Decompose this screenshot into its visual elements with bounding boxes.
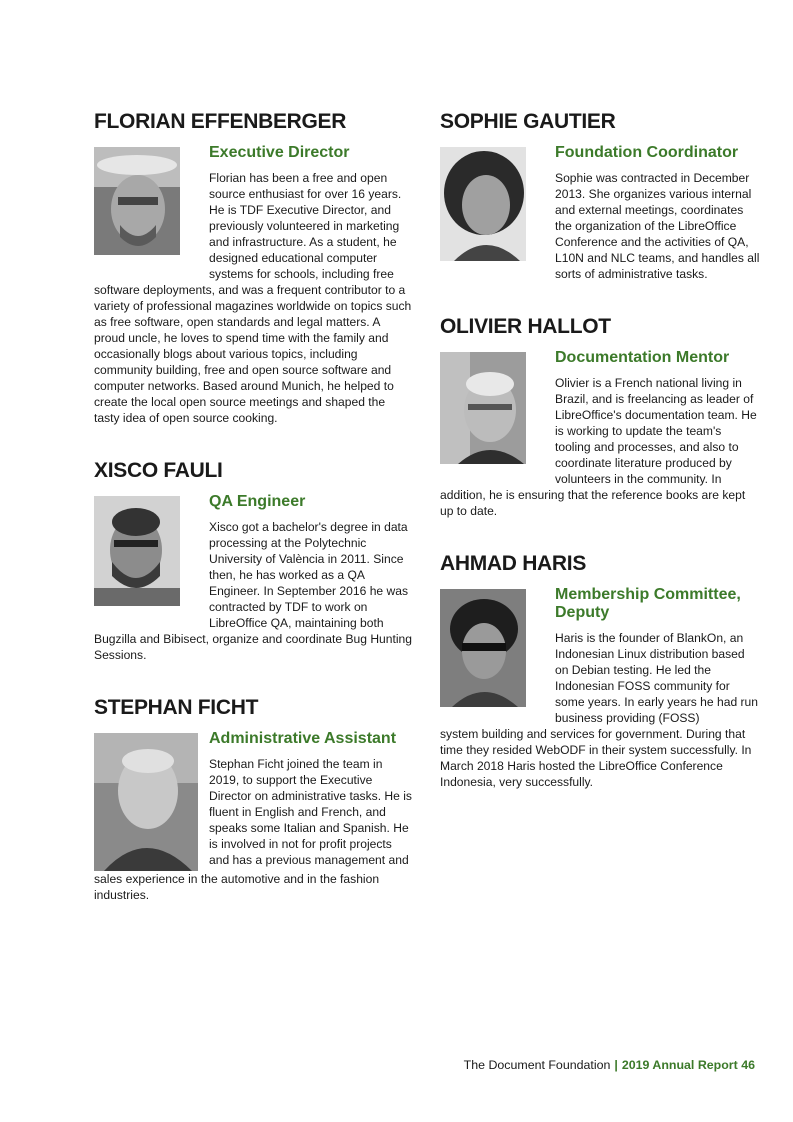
person-sophie [440, 110, 760, 282]
bio-text-wrapped: Haris is the founder of BlankOn, an Indonesian Linux distribution based on Debian testing. He led the Indonesian FOSS community for some years. In early years he had run business providing (FOSS) [555, 631, 759, 725]
role-title: Executive Director [209, 144, 350, 161]
person-name: OLIVIER HALLOT [440, 315, 611, 338]
page-number: 46 [741, 1058, 755, 1072]
portrait-photo-florian [94, 147, 180, 255]
bio-text-wrapped: Stephan Ficht joined the team in 2019, to support the Executive Director on administrative tasks. He is fluent in English and French, and speaks some Italian and Spanish. He is involved in not for profit projects and has a previous management and [209, 757, 412, 867]
portrait-photo-xisco [94, 496, 180, 606]
footer-org: The Document Foundation [463, 1058, 611, 1072]
bio-text-full: addition, he is ensuring that the reference books are kept up to date. [440, 488, 746, 518]
bio-text-full: software deployments, and was a frequent contributor to a variety of professional magazines worldwide on topics such as free software, open standards and legal matters. A proud uncle, he loves to spend time with the family and occasionally blogs about various topics, including community building, free and open source software and computer networks. Based around Munich, he helped to create the local open source meetings and shaped the tasty idea of open source cooking. [94, 283, 412, 425]
person-name: FLORIAN EFFENBERGER [94, 110, 347, 133]
person-name: AHMAD HARIS [440, 552, 587, 575]
bio-text-full: system building and services for government. During that time they resided WebODF in their system successfully. In March 2018 Haris hosted the LibreOffice Conference Indonesia, very successfully. [440, 727, 752, 789]
role-title: Membership Committee, Deputy [555, 586, 741, 621]
role-title: Administrative Assistant [209, 730, 397, 747]
bio-column [209, 493, 412, 631]
role-title: QA Engineer [209, 493, 306, 510]
bio-text-wrapped: Xisco got a bachelor's degree in data processing at the Polytechnic University of València in 2011. Since then, he has worked as a QA Engineer. In September 2016 he was contracted by TDF to work on LibreOffice QA, maintaining both [209, 520, 409, 630]
bio-text-full: sales experience in the automotive and in the fashion industries. [94, 872, 380, 902]
person-ahmad [440, 552, 760, 790]
person-xisco [94, 459, 412, 663]
bio-column [555, 144, 760, 282]
bio-text-wrapped: Florian has been a free and open source enthusiast for over 16 years. He is TDF Executive Director, and previously volunteered in marketing and infrastructure. As a student, he designed educational computer systems for schools, including free [209, 171, 402, 281]
bio-column [555, 586, 760, 726]
bio-text-wrapped: Sophie was contracted in December 2013. She organizes various internal and external meetings, coordinates the organization of the LibreOffice Conference and the activities of QA, L10N and NLC teams, and handles all sorts of administrative tasks. [555, 171, 760, 281]
portrait-photo-sophie [440, 147, 526, 261]
bio-text-full: Bugzilla and Bibisect, organize and coordinate Bug Hunting Sessions. [94, 632, 413, 662]
person-florian [94, 110, 412, 426]
bio-column [209, 730, 412, 868]
person-olivier [440, 315, 760, 519]
person-name: XISCO FAULI [94, 459, 223, 482]
portrait-photo-stephan [94, 733, 198, 871]
footer-separator: | [614, 1058, 618, 1072]
person-name: SOPHIE GAUTIER [440, 110, 616, 133]
footer-report-title: 2019 Annual Report [621, 1058, 738, 1072]
bio-column [209, 144, 412, 282]
portrait-photo-olivier [440, 352, 526, 464]
person-stephan [94, 696, 412, 903]
role-title: Documentation Mentor [555, 349, 730, 366]
role-title: Foundation Coordinator [555, 144, 739, 161]
bio-column [555, 349, 760, 487]
person-name: STEPHAN FICHT [94, 696, 259, 719]
page-footer [464, 1058, 755, 1072]
bio-text-wrapped: Olivier is a French national living in Brazil, and is freelancing as leader of LibreOffice's documentation team. He is working to update the team's tooling and processes, and also to coordinate literature produced by volunteers in the community. In [555, 376, 757, 486]
portrait-photo-ahmad [440, 589, 526, 707]
